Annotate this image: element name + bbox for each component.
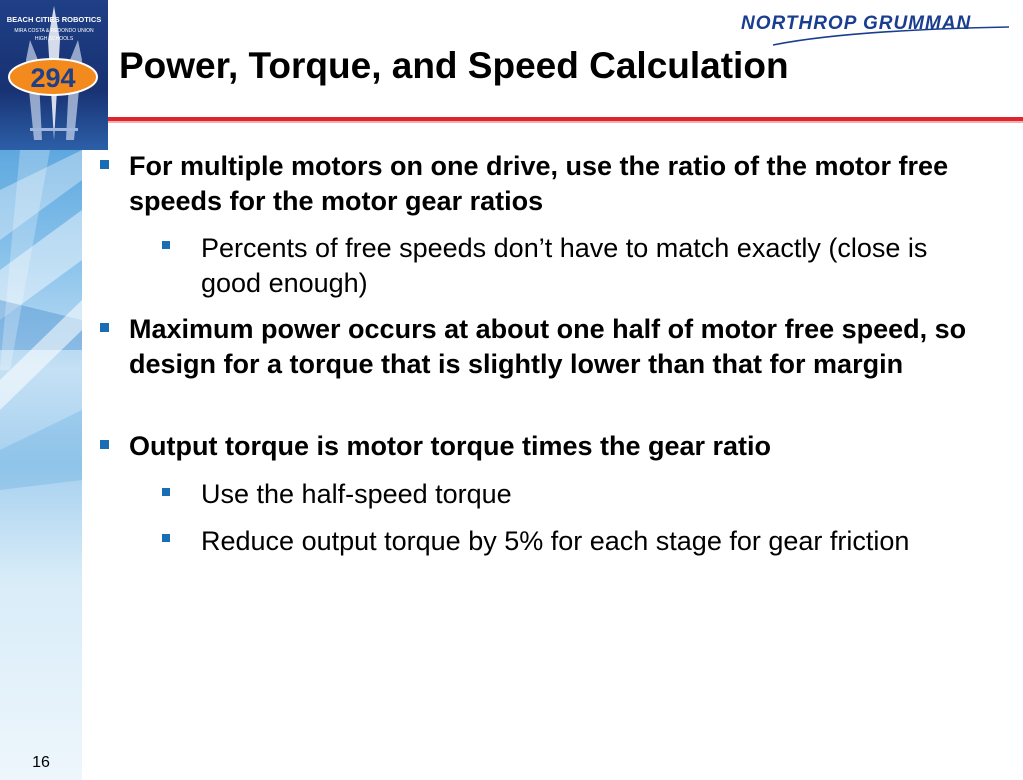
title-divider-shadow [108,121,1023,123]
bullet-marker-icon [100,323,109,332]
bullet-item: For multiple motors on one drive, use the ratio of the motor free speeds for the motor gear ratios [129,151,949,216]
slide-title: Power, Torque, and Speed Calculation [119,45,789,86]
svg-text:HIGH SCHOOLS: HIGH SCHOOLS [34,36,74,42]
team-logo [0,0,108,150]
bullet-item: Maximum power occurs at about one half of motor free speed, so design for a torque that is slightly lower than that for margin [129,314,967,379]
sub-bullet-item: Use the half-speed torque [201,479,512,509]
bullet-item: Output torque is motor torque times the gear ratio [129,431,772,461]
brand-name: NORTHROP GRUMMAN [741,13,972,34]
sub-bullet-marker-icon [162,488,170,496]
team-294-logo-icon [0,0,108,150]
bullet-marker-icon [100,440,109,449]
sub-bullet-item: Percents of free speeds don’t have to match exactly (close is good enough) [201,233,928,298]
svg-text:MIRA COSTA & REDONDO UNION: MIRA COSTA & REDONDO UNION [14,28,94,34]
sub-bullet-marker-icon [162,241,170,249]
sub-bullet-marker-icon [162,534,170,542]
sub-bullet-item: Reduce output torque by 5% for each stage for gear friction [201,526,910,556]
bullet-marker-icon [100,160,109,169]
svg-text:BEACH CITIES ROBOTICS: BEACH CITIES ROBOTICS [6,15,102,24]
left-decorative-stripe [0,150,82,780]
svg-text:294: 294 [30,63,76,93]
light-rays-graphic [0,150,82,780]
northrop-grumman-logo [733,7,1013,47]
slide-number: 16 [32,754,50,771]
